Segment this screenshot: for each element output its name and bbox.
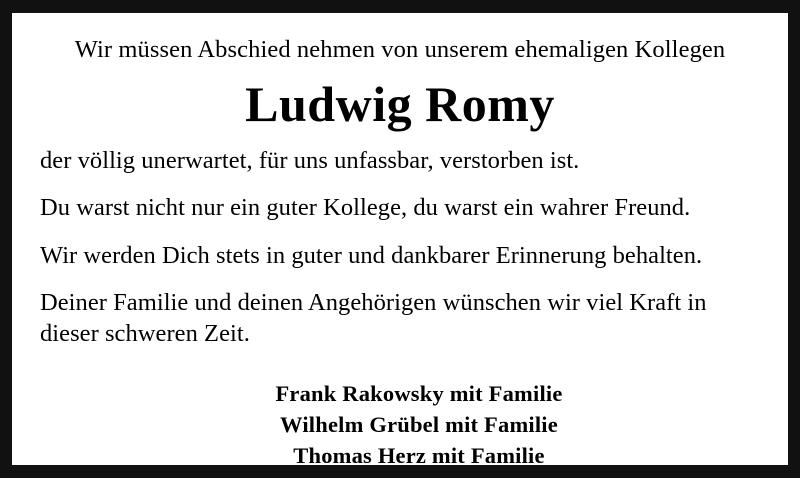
deceased-name: Ludwig Romy — [245, 76, 555, 133]
signers-block — [40, 378, 760, 471]
obituary-paragraph-2: Du warst nicht nur ein guter Kollege, du warst ein wahrer Freund. — [40, 194, 691, 222]
signer-line: Wilhelm Grübel mit Familie — [280, 411, 558, 437]
obituary-paragraph-3: Wir werden Dich stets in guter und dankbarer Erinnerung behalten. — [40, 241, 703, 269]
obituary-content — [12, 13, 788, 468]
obituary-paragraph-4: Deiner Familie und deinen Angehörigen wünschen wir viel Kraft in dieser schweren Zeit. — [40, 288, 707, 348]
signer-line: Frank Rakowsky mit Familie — [275, 380, 563, 406]
intro-line: Wir müssen Abschied nehmen von unserem ehemaligen Kollegen — [74, 36, 726, 63]
obituary-paragraph-1: der völlig unerwartet, für uns unfassbar, verstorben ist. — [40, 146, 580, 174]
signer-line: Thomas Herz mit Familie — [293, 442, 545, 468]
